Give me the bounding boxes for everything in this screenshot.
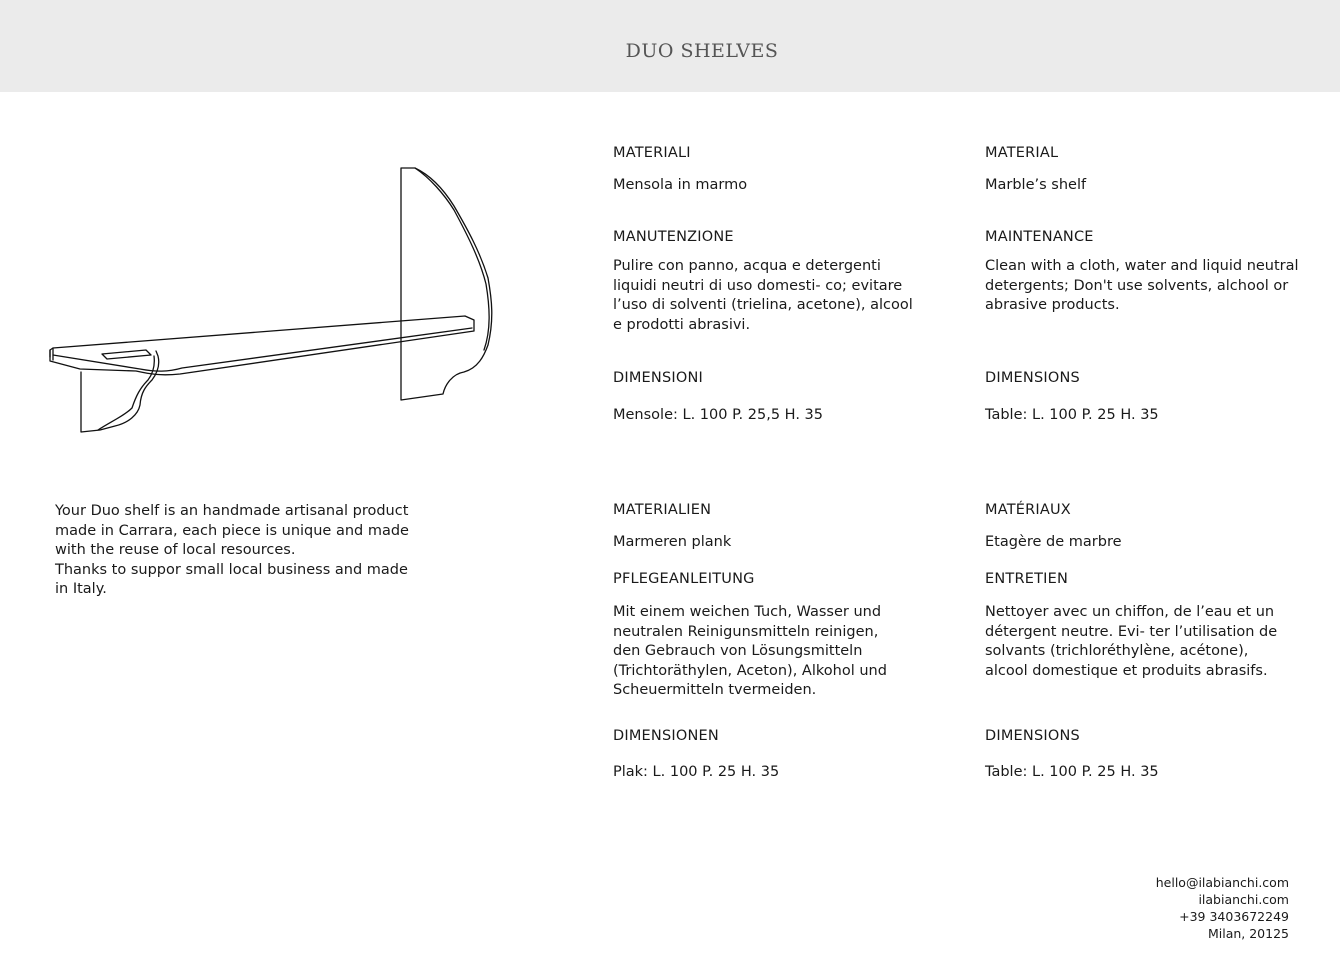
de-materials-heading: MATERIALIEN xyxy=(613,502,712,518)
en-maintenance-heading: MAINTENANCE xyxy=(985,229,1094,245)
intro-line: Thanks to suppor small local business and made xyxy=(55,561,408,578)
de-maintenance-heading: PFLEGEANLEITUNG xyxy=(613,571,755,587)
contact-block xyxy=(1156,874,1289,942)
it-dimensions-heading: DIMENSIONI xyxy=(613,370,703,386)
en-materials-text: Marble’s shelf xyxy=(985,177,1087,193)
fr-dimensions-heading: DIMENSIONS xyxy=(985,728,1080,744)
page-title: DUO SHELVES xyxy=(625,40,779,62)
shelf-illustration xyxy=(40,160,510,445)
de-dimensions-text: Plak: L. 100 P. 25 H. 35 xyxy=(613,764,780,780)
it-materials-text: Mensola in marmo xyxy=(613,177,748,193)
contact-website-link[interactable]: ilabianchi.com xyxy=(1198,892,1289,907)
intro-line: with the reuse of local resources. xyxy=(55,542,296,558)
de-dimensions-heading: DIMENSIONEN xyxy=(613,728,719,744)
it-maintenance-text: Pulire con panno, acqua e detergenti liquidi neutri di uso domesti- co; evitare l’uso di solventi (trielina, acetone), alcool e prodotti abrasivi. xyxy=(613,258,913,333)
it-materials-heading: MATERIALI xyxy=(613,145,691,161)
de-maintenance-text: Mit einem weichen Tuch, Wasser und neutralen Reinigunsmitteln reinigen, den Gebrauch von Lösungsmitteln (Trichtoräthylen, Aceton), Alkohol und Scheuermitteln tvermeiden. xyxy=(613,604,887,698)
en-maintenance-text: Clean with a cloth, water and liquid neutral detergents; Don't use solvents, alchool or abrasive products. xyxy=(985,258,1299,313)
it-dimensions-text: Mensole: L. 100 P. 25,5 H. 35 xyxy=(613,407,823,423)
intro-text xyxy=(55,502,435,600)
fr-maintenance-text: Nettoyer avec un chiffon, de l’eau et un détergent neutre. Evi- ter l’utilisation de solvants (trichloréthylène, acétone), alcool domestique et produits abrasifs. xyxy=(985,604,1278,679)
en-materials-heading: MATERIAL xyxy=(985,145,1059,161)
intro-line: Your Duo shelf is an handmade artisanal product xyxy=(55,503,409,519)
contact-phone: +39 3403672249 xyxy=(1179,909,1289,924)
fr-materials-heading: MATÉRIAUX xyxy=(985,502,1071,518)
header-bar xyxy=(0,0,1340,92)
en-dimensions-text: Table: L. 100 P. 25 H. 35 xyxy=(985,407,1159,423)
fr-maintenance-heading: ENTRETIEN xyxy=(985,571,1069,587)
intro-line: made in Carrara, each piece is unique and made xyxy=(55,522,409,539)
contact-email-link[interactable]: hello@ilabianchi.com xyxy=(1155,875,1289,890)
intro-line: in Italy. xyxy=(55,581,107,597)
fr-dimensions-text: Table: L. 100 P. 25 H. 35 xyxy=(985,764,1159,780)
it-maintenance-heading: MANUTENZIONE xyxy=(613,229,734,245)
fr-materials-text: Etagère de marbre xyxy=(985,534,1122,550)
en-dimensions-heading: DIMENSIONS xyxy=(985,370,1080,386)
de-materials-text: Marmeren plank xyxy=(613,534,732,550)
contact-address: Milan, 20125 xyxy=(1207,926,1289,941)
